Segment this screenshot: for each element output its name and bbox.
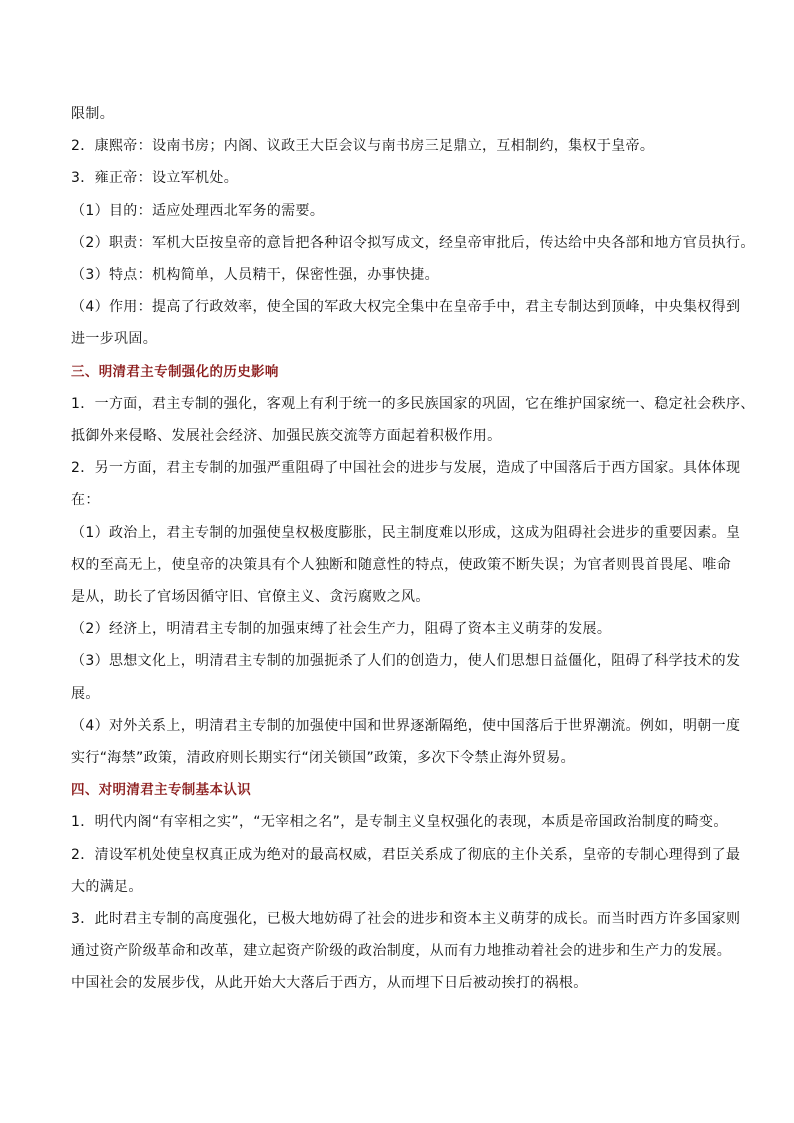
text-line: 限制。 bbox=[71, 106, 115, 122]
text-line: 权的至高无上，使皇帝的决策具有个人独断和随意性的特点，使政策不断失误；为官者则畏首畏尾、唯命 bbox=[71, 556, 732, 573]
text-line: （2）职责：军机大臣按皇帝的意旨把各种诏令拟写成文，经皇帝审批后，传达给中央各部和地方官员执行。 bbox=[71, 234, 755, 251]
text-line: 3．雍正帝：设立军机处。 bbox=[71, 170, 239, 187]
text-line: 通过资产阶级革命和改革，建立起资产阶级的政治制度，从而有力地推动着社会的进步和生产力的发展。 bbox=[71, 943, 732, 960]
text-line: 2．康熙帝：设南书房；内阁、议政王大臣会议与南书房三足鼎立，互相制约，集权于皇帝。 bbox=[71, 138, 655, 155]
text-line: （1）政治上，君主专制的加强使皇权极度膨胀，民主制度难以形成，这成为阻碍社会进步的重要因素。皇 bbox=[71, 524, 741, 541]
text-line: 2．清设军机处使皇权真正成为绝对的最高权威，君臣关系成了彻底的主仆关系，皇帝的专制心理得到了最 bbox=[71, 846, 741, 863]
text-line: 实行“海禁”政策，清政府则长期实行“闭关锁国”政策，多次下令禁止海外贸易。 bbox=[71, 750, 575, 767]
text-line: （4）对外关系上，明清君主专制的加强使中国和世界逐渐隔绝，使中国落后于世界潮流。例如，明朝一度 bbox=[71, 717, 741, 734]
text-line: （1）目的：适应处理西北军务的需要。 bbox=[71, 202, 325, 219]
text-line: 中国社会的发展步伐，从此开始大大落后于西方，从而埋下日后被动挨打的祸根。 bbox=[71, 975, 588, 992]
text-line: 1．明代内阁“有宰相之实”，“无宰相之名”，是专制主义皇权强化的表现，本质是帝国政治制度的畸变。 bbox=[71, 814, 728, 831]
text-line: 抵御外来侵略、发展社会经济、加强民族交流等方面起着积极作用。 bbox=[71, 428, 502, 445]
document-body bbox=[71, 98, 755, 1000]
text-line: 大的满足。 bbox=[71, 878, 143, 895]
text-line: 是从，助长了官场因循守旧、官僚主义、贪污腐败之风。 bbox=[71, 589, 430, 606]
section-heading: 四、对明清君主专制基本认识 bbox=[71, 782, 252, 799]
text-line: 进一步巩固。 bbox=[71, 331, 158, 348]
text-line: 2．另一方面，君主专制的加强严重阻碍了中国社会的进步与发展，造成了中国落后于西方国家。具体体现 bbox=[71, 460, 741, 477]
text-line: 3．此时君主专制的高度强化，已极大地妨碍了社会的进步和资本主义萌芽的成长。而当时西方许多国家则 bbox=[71, 911, 741, 928]
text-line: 展。 bbox=[71, 685, 100, 702]
section-heading: 三、明清君主专制强化的历史影响 bbox=[71, 363, 279, 380]
text-line: 1．一方面，君主专制的强化，客观上有利于统一的多民族国家的巩固，它在维护国家统一、稳定社会秩序、 bbox=[71, 395, 755, 412]
text-line: （3）思想文化上，明清君主专制的加强扼杀了人们的创造力，使人们思想日益僵化，阻碍了科学技术的发 bbox=[71, 653, 741, 670]
text-line: （2）经济上，明清君主专制的加强束缚了社会生产力，阻碍了资本主义萌芽的发展。 bbox=[71, 621, 612, 638]
text-line: （3）特点：机构简单，人员精干，保密性强，办事快捷。 bbox=[71, 267, 440, 284]
text-line: 在： bbox=[71, 492, 100, 509]
text-line: （4）作用：提高了行政效率，使全国的军政大权完全集中在皇帝手中，君主专制达到顶峰，中央集权得到 bbox=[71, 299, 741, 316]
